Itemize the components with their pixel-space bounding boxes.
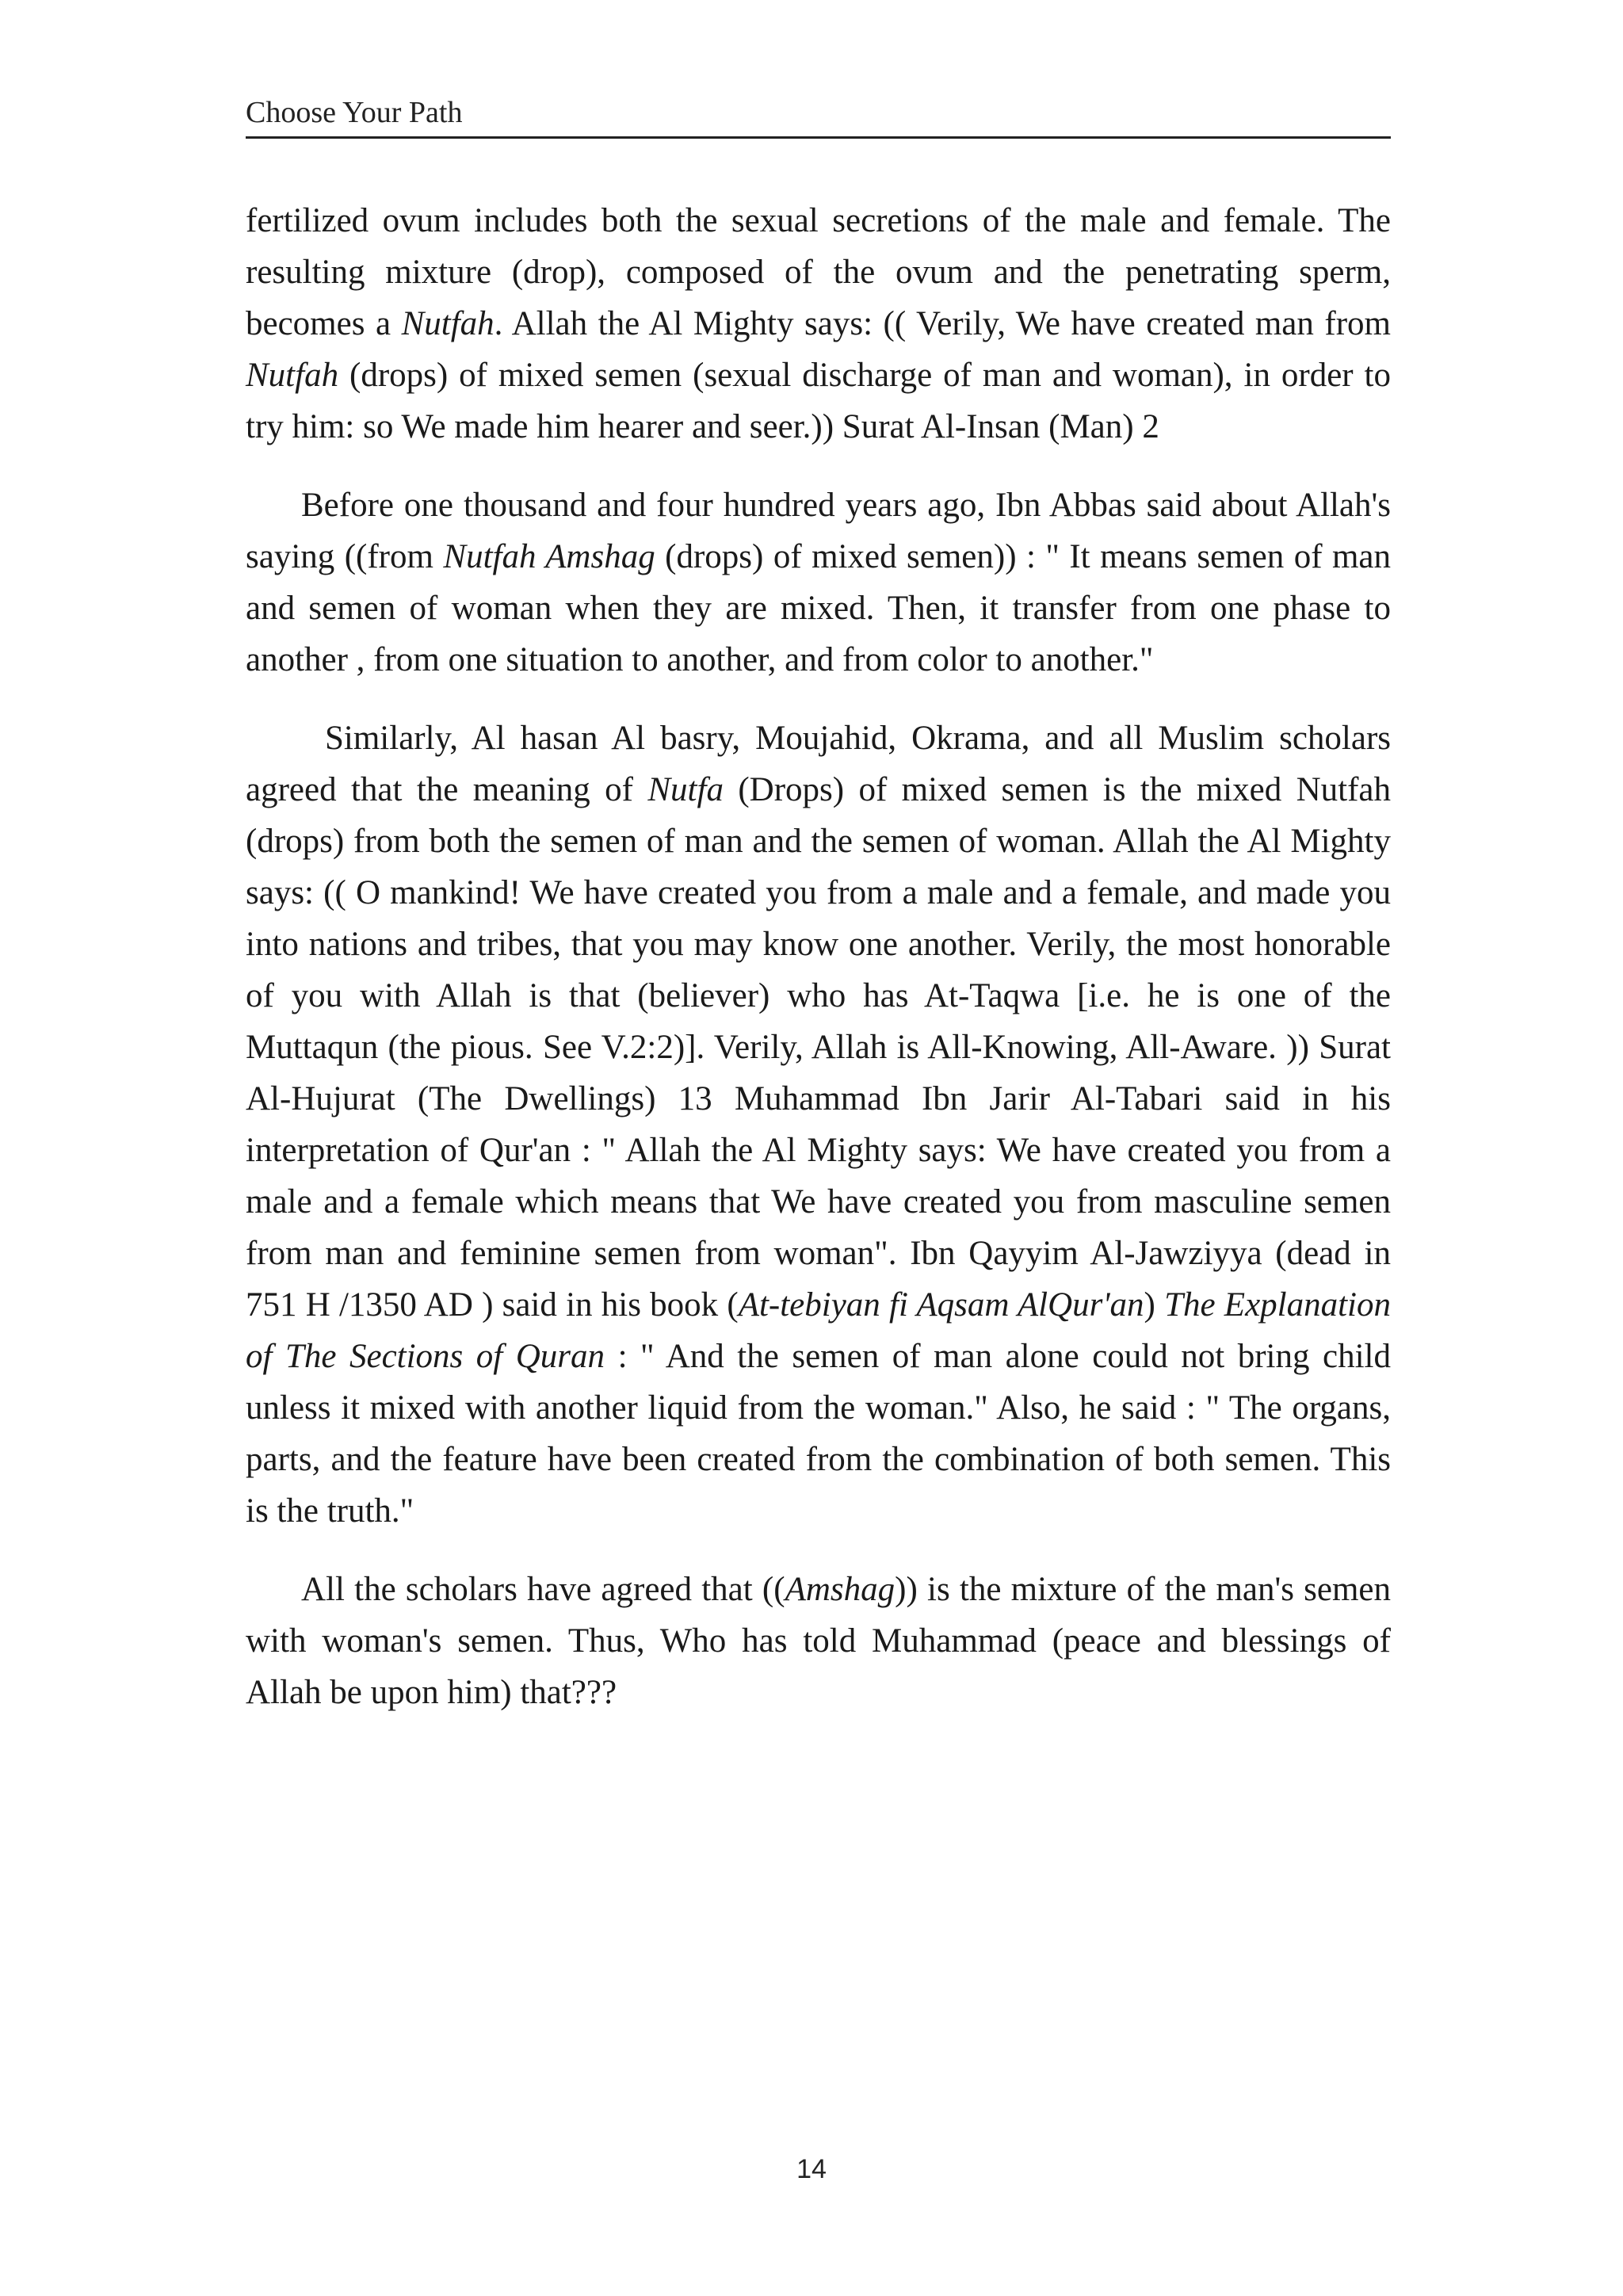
paragraph-3 xyxy=(246,712,1391,1537)
text-run: )) is the mixture of the man's semen with woman's semen. Thus, Who has told Muhammad (peace and blessings of Allah be upon him) that??? xyxy=(246,1571,1391,1711)
text-run: fertilized ovum includes both the sexual secretions of the male and female. The resulting mixture (drop), composed of the ovum and the penetrating sperm, becomes a xyxy=(246,202,1391,342)
text-run: . Allah the Al Mighty says: (( Verily, We have created man from xyxy=(494,305,1391,342)
italic-book-translation: The Explanation of The Sections of Quran xyxy=(246,1286,1391,1375)
paragraph-1 xyxy=(246,195,1391,453)
text-run: (Drops) of mixed semen is the mixed Nutfah (drops) from both the semen of man and the semen of woman. Allah the Al Mighty says: (( O mankind! We have created you from a male and a female, and made you into nations and tribes, that you may know one another. Verily, the most honorable of you with Allah is that (believer) who has At-Taqwa [i.e. he is one of the Muttaqun (the pious. See V.2:2)]. Verily, Allah is All-Knowing, All-Aware. )) Surat Al-Hujurat (The Dwellings) 13 Muhammad Ibn Jarir Al-Tabari said in his interpretation of Qur'an : " Allah the Al Mighty says: We have created you from a male and a female which means that We have created you from masculine semen from man and feminine semen from woman". Ibn Qayyim Al-Jawziyya (dead in 751 H /1350 AD ) said in his book ( xyxy=(246,771,1391,1324)
paragraph-2 xyxy=(246,479,1391,686)
text-run: All the scholars have agreed that (( xyxy=(301,1571,785,1608)
paragraph-4 xyxy=(246,1564,1391,1718)
body-text xyxy=(246,195,1391,1718)
text-run: Similarly, Al hasan Al basry, Moujahid, Okrama, and all Muslim scholars agreed that the meaning of xyxy=(246,720,1391,808)
text-run: ) xyxy=(1144,1286,1165,1324)
text-run: (drops) of mixed semen)) : " It means semen of man and semen of woman when they are mixed. Then, it transfer from one phase to another , from one situation to another, and from color to another." xyxy=(246,538,1391,678)
italic-term: Nutfah xyxy=(246,357,339,394)
text-run: (drops) of mixed semen (sexual discharge of man and woman), in order to try him: so We made him hearer and seer.)) Surat Al-Insan (Man) 2 xyxy=(246,357,1391,445)
italic-book-title: At-tebiyan fi Aqsam AlQur'an xyxy=(738,1286,1144,1324)
text-run: : " And the semen of man alone could not bring child unless it mixed with another liquid from the woman." Also, he said : " The organs, parts, and the feature have been created from the combination of both semen. This is the truth." xyxy=(246,1338,1391,1530)
running-header xyxy=(246,94,1391,139)
italic-term: Nutfah xyxy=(401,305,495,342)
page-number: 14 xyxy=(796,2154,827,2184)
italic-term: Amshag xyxy=(785,1571,896,1608)
text-run: Before one thousand and four hundred years ago, Ibn Abbas said about Allah's saying ((from xyxy=(246,487,1391,575)
italic-term: Nutfa xyxy=(647,771,724,808)
running-header-title: Choose Your Path xyxy=(246,96,463,129)
italic-term: Nutfah Amshag xyxy=(443,538,655,575)
